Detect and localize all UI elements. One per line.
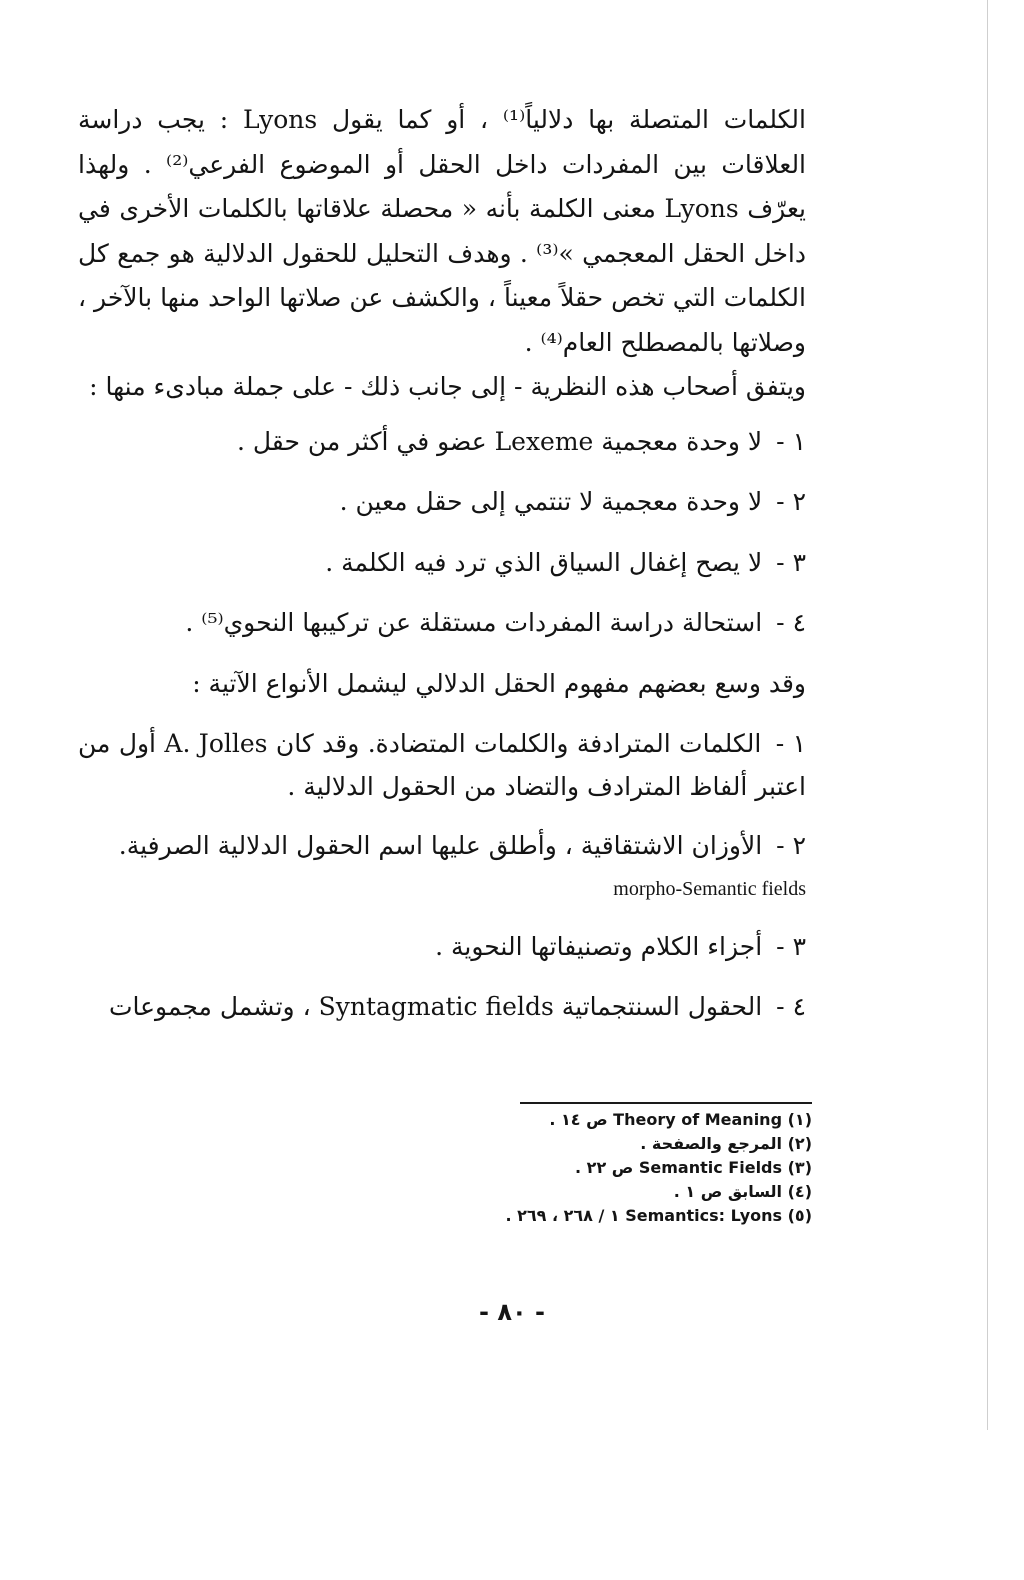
list-item	[78, 541, 806, 586]
item-text: استحالة دراسة المفردات مستقلة عن تركيبها النحوي⁽⁵⁾ .	[185, 608, 763, 637]
footnote-rule	[520, 1102, 812, 1104]
footnote: (٥) Semantics: Lyons ١ / ٢٦٨ ، ٢٦٩ .	[505, 1206, 812, 1225]
page-body	[78, 98, 806, 1030]
list-item	[78, 925, 806, 970]
item-number: ٣ -	[776, 547, 806, 577]
list-item	[78, 985, 806, 1030]
types-list	[78, 722, 806, 1030]
item-number: ١ -	[776, 426, 806, 456]
item-number: ١ -	[775, 729, 807, 758]
list-item	[78, 824, 806, 909]
item-extra-english: morpho-Semantic fields	[613, 877, 806, 900]
principles-list	[78, 420, 806, 646]
item-text: الأوزان الاشتقاقية ، وأطلق عليها اسم الحقول الدلالية الصرفية.	[118, 831, 763, 860]
principles-intro: ويتفق أصحاب هذه النظرية - إلى جانب ذلك - على جملة مبادىء منها :	[89, 372, 806, 401]
item-text: لا وحدة معجمية Lexeme عضو في أكثر من حقل .	[236, 426, 763, 456]
list-item	[78, 420, 806, 465]
item-text: لا يصح إغفال السياق الذي ترد فيه الكلمة .	[325, 547, 763, 577]
types-intro: وقد وسع بعضهم مفهوم الحقل الدلالي ليشمل الأنواع الآتية :	[192, 668, 806, 698]
item-number: ٤ -	[776, 608, 806, 637]
item-number: ٢ -	[776, 831, 806, 860]
footnote: (٤) السابق ص ١ .	[673, 1182, 812, 1201]
list-item	[78, 601, 806, 646]
page-edge-line	[987, 0, 988, 1430]
item-number: ٣ -	[776, 931, 806, 961]
item-text: الحقول السنتجماتية Syntagmatic fields ، وتشمل مجموعات	[108, 992, 763, 1021]
list-item	[78, 480, 806, 525]
item-number: ٤ -	[776, 992, 806, 1021]
page-number: - ٨٠ -	[479, 1298, 545, 1326]
intro-paragraph: الكلمات المتصلة بها دلالياً⁽¹⁾ ، أو كما يقول Lyons : يجب دراسة العلاقات بين المفردات داخل الحقل أو الموضوع الفرعي⁽²⁾ . ولهذا يعرّف Lyons معنى الكلمة بأنه « محصلة علاقاتها بالكلمات الأخرى في داخل الحقل المعجمي »⁽³⁾ . وهدف التحليل للحقول الدلالية هو جمع كل الكلمات التي تخص حقلاً معيناً ، والكشف عن صلاتها الواحد منها بالآخر ، وصلاتها بالمصطلح العام⁽⁴⁾ .	[78, 105, 807, 357]
footnotes	[420, 1108, 812, 1228]
footnote: (٢) المرجع والصفحة .	[640, 1134, 812, 1153]
footnote: (٣) Semantic Fields ص ٢٢ .	[575, 1158, 812, 1177]
footnote: (١) Theory of Meaning ص ١٤ .	[549, 1110, 812, 1129]
item-number: ٢ -	[776, 487, 806, 516]
item-text: الكلمات المترادفة والكلمات المتضادة. وقد كان A. Jolles أول من اعتبر ألفاظ المترادف والتضاد من الحقول الدلالية .	[78, 729, 806, 801]
item-text: لا وحدة معجمية لا تنتمي إلى حقل معين .	[339, 487, 763, 516]
list-item	[78, 722, 806, 808]
item-text: أجزاء الكلام وتصنيفاتها النحوية .	[435, 931, 763, 961]
